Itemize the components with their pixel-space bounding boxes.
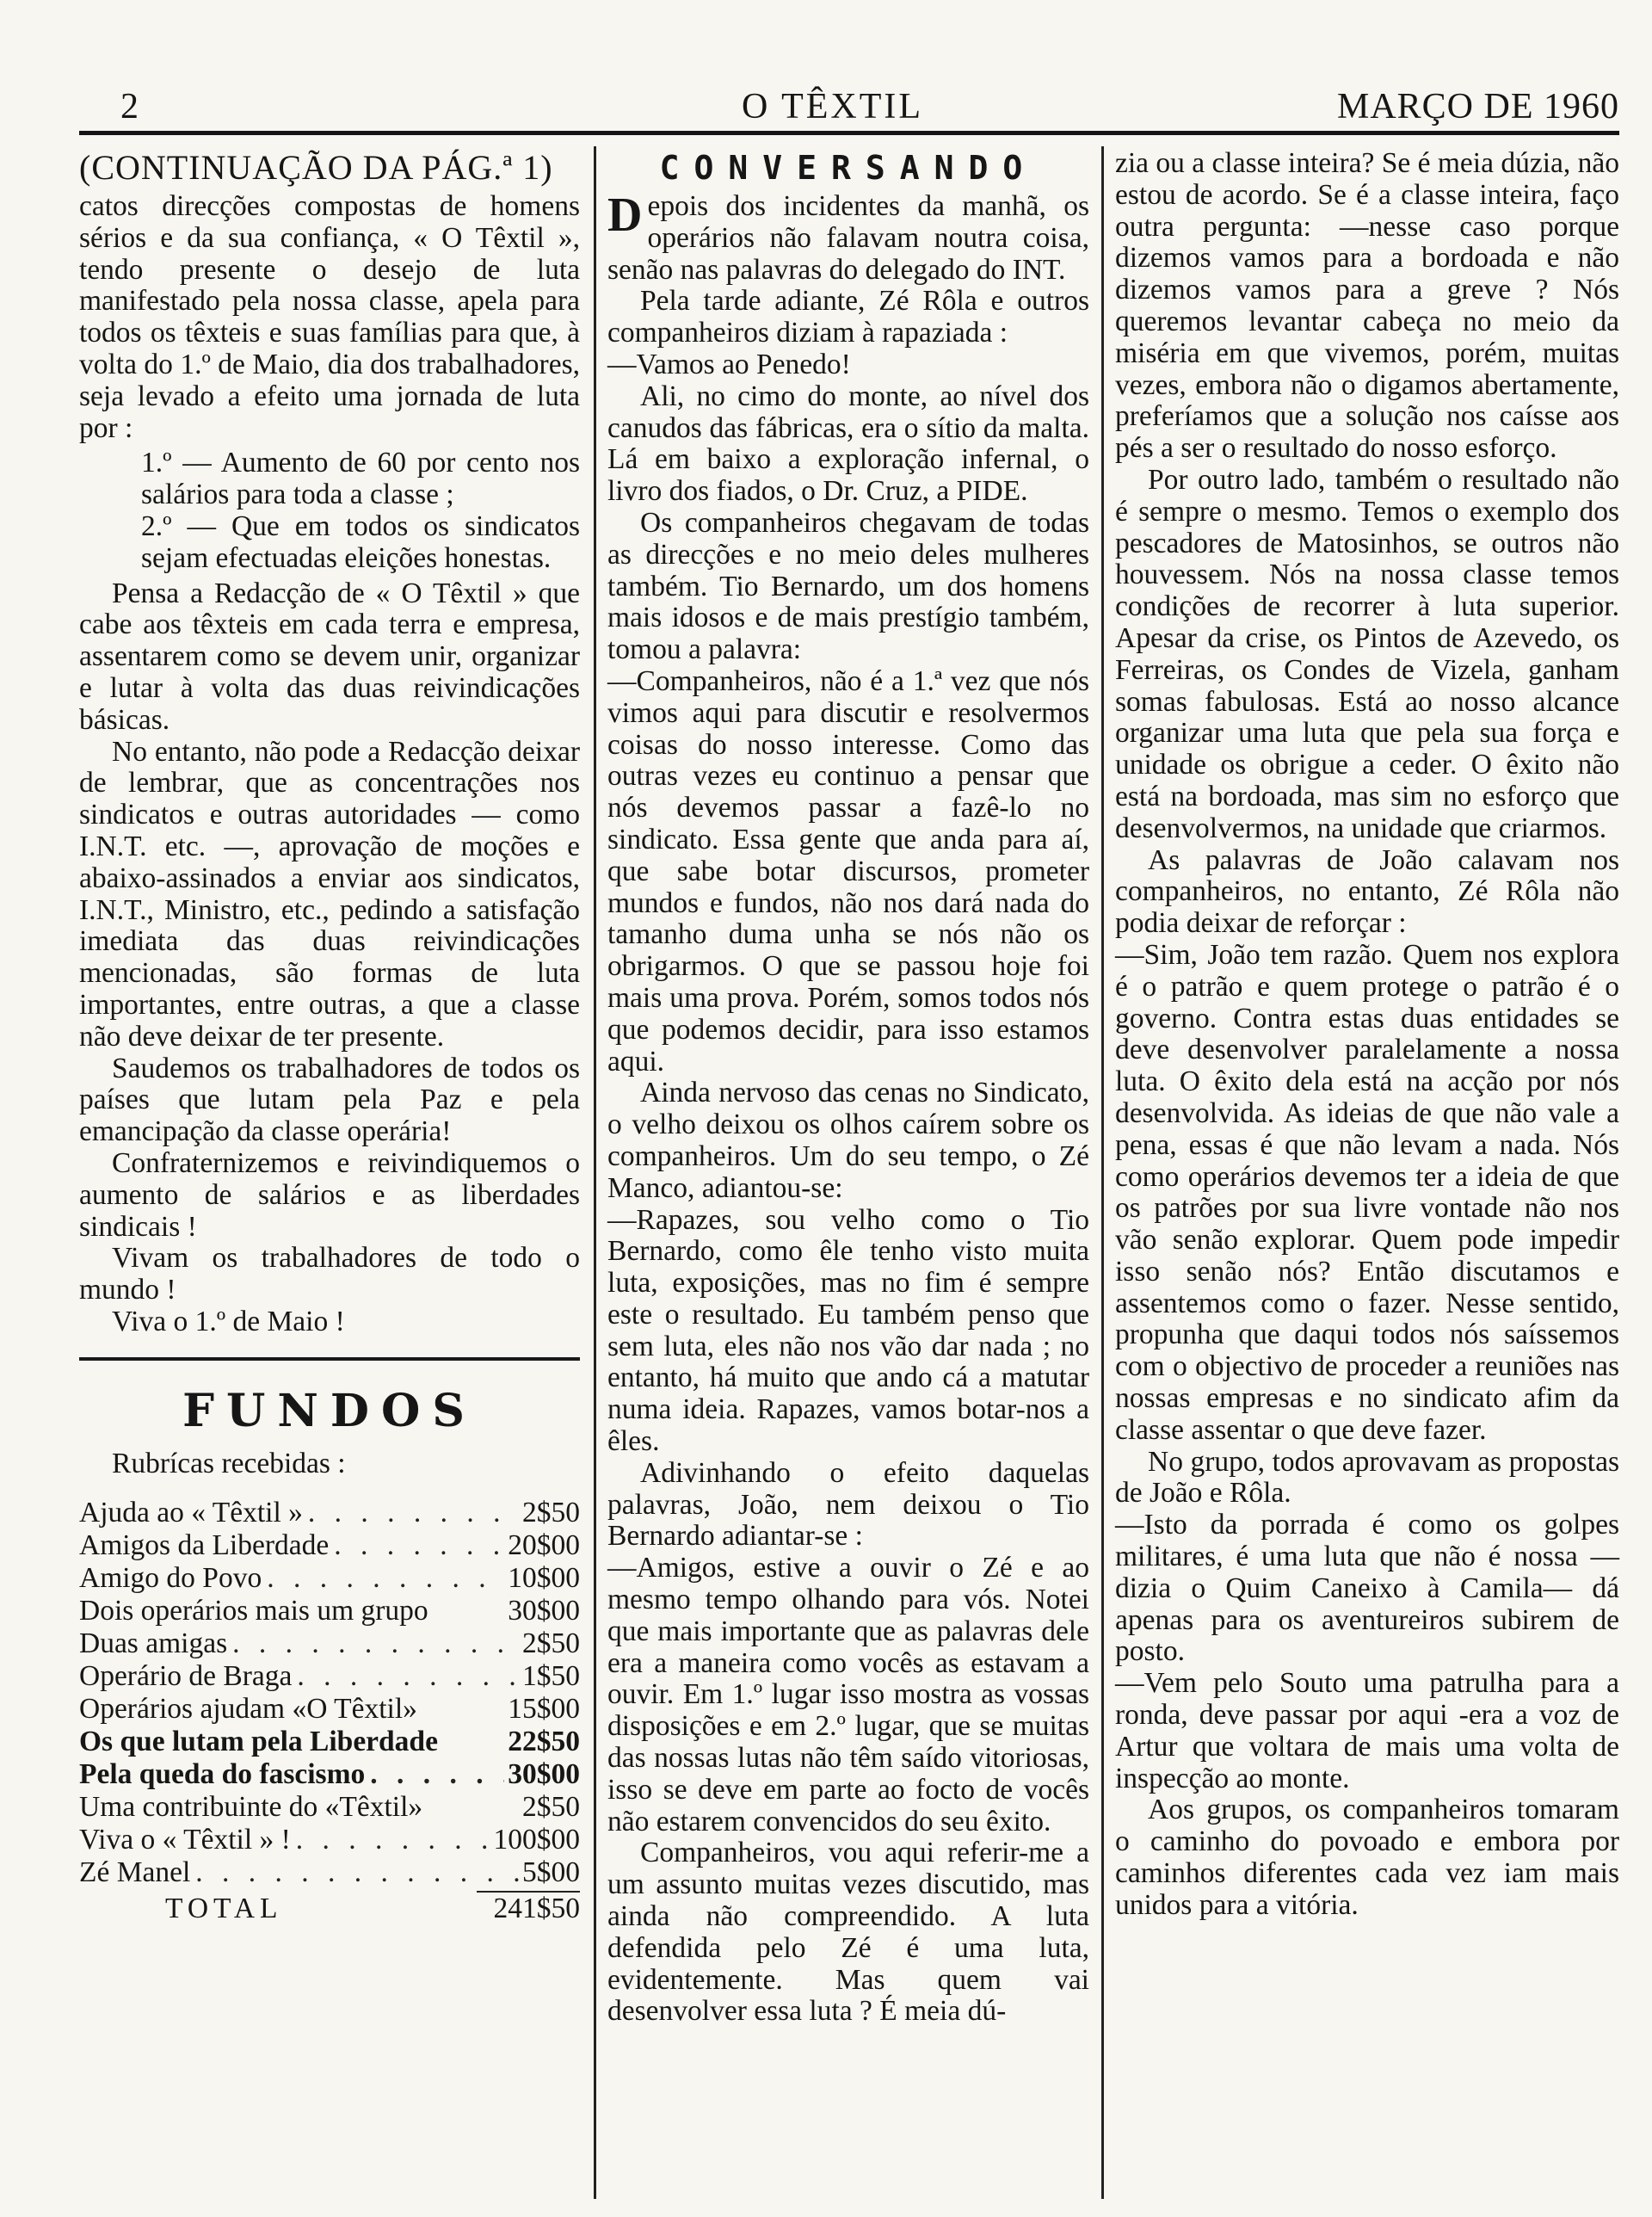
page-header <box>79 86 1619 129</box>
dot-leader <box>291 1824 490 1856</box>
paragraph: Aos grupos, os companheiros tomaram o caminho do povoado e embora por caminhos diferentes cada vez iam mais unidos para a vitória. <box>1115 1794 1619 1921</box>
dot-leader <box>227 1627 519 1660</box>
paragraph: Os companheiros chegavam de todas as direcções e no meio deles mulheres também. Tio Bernardo, um dos homens mais idosos e de mais prestígio também, tomou a palavra: <box>607 506 1089 666</box>
paragraph: Ainda nervoso das cenas no Sindicato, o velho deixou os olhos caírem sobre os companheiros. Um do seu tempo, o Zé Manco, adiantou-se: <box>607 1077 1089 1204</box>
fund-row <box>79 1529 580 1562</box>
paragraph: —Sim, João tem razão. Quem nos explora é o patrão e quem protege o patrão é o governo. Contra estas duas entidades se deve desenvolver paralelamente a nossa luta. O êxito dela está na acção por nós desenvolvida. As ideias de que não vale a pena, essas é que não levam a nada. Nós como operários devemos ter a ideia de que os patrões por sua livre vontade não nos vão senão explorar. Quem pode impedir isso senão nós? Então discutamos e assentemos como o fazer. Nesse sentido, propunha que daqui todos nós saíssemos com o objectivo de proceder a reuniões nas nossas empresas e no sindicato afim da classe assentar o que deve fazer. <box>1115 938 1619 1446</box>
dot-leader <box>303 1497 519 1529</box>
fundos-total <box>79 1891 580 1925</box>
fund-label: Uma contribuinte do «Têxtil» <box>79 1790 423 1823</box>
fund-row <box>79 1693 580 1726</box>
column-rule-1 <box>594 146 596 2199</box>
fund-amount: 5$00 <box>522 1856 580 1888</box>
fund-row <box>79 1791 580 1824</box>
fund-row <box>79 1595 580 1627</box>
paragraph: —Rapazes, sou velho como o Tio Bernardo, como êle tenho visto muita luta, exposições, mas no fim é sempre este o resultado. Eu também penso que sem luta, eles não nos vão dar nada ; no entanto, há muito que ando cá a matutar numa ideia. Rapazes, vamos botar-nos a êles. <box>607 1203 1089 1458</box>
dot-leader <box>365 1758 504 1791</box>
continuation-heading: (CONTINUAÇÃO DA PÁG.ª 1) <box>79 148 553 187</box>
paragraph: —Isto da porrada é como os golpes militares, é uma luta que não é nossa —dizia o Quim Caneixo à Camila— dá apenas para os aventureiros subirem de posto. <box>1115 1509 1619 1668</box>
dot-leader <box>292 1660 519 1693</box>
total-amount: 241$50 <box>477 1891 581 1925</box>
conversando-first-paragraph <box>607 188 1089 286</box>
fund-amount: 100$00 <box>493 1823 580 1856</box>
conversando-title: CONVERSANDO <box>659 149 1038 187</box>
column-rule-2 <box>1101 146 1104 2199</box>
fund-row <box>79 1758 580 1791</box>
fund-label: Amigo do Povo <box>79 1561 262 1594</box>
fund-row <box>79 1726 580 1758</box>
fund-label: Ajuda ao « Têxtil » <box>79 1496 303 1528</box>
paragraph: Confraternizemos e reivindiquemos o aumento de salários e as liberdades sindicais ! <box>79 1146 580 1243</box>
fund-amount: 30$00 <box>508 1757 580 1790</box>
claim-item: 1.º — Aumento de 60 por cento nos salários para toda a classe ; <box>141 447 580 511</box>
continuation-body <box>79 191 580 444</box>
paragraph: catos direcções compostas de homens sérios e da sua confiança, « O Têxtil », tendo presente o desejo de luta manifestado pela nossa classe, apela para todos os têxteis e suas famílias para que, à volta do 1.º de Maio, dia dos trabalhadores, seja levado a efeito uma jornada de luta por : <box>79 190 580 444</box>
total-label: TOTAL <box>165 1892 283 1924</box>
fund-row <box>79 1824 580 1856</box>
fund-label: Amigos da Liberdade <box>79 1528 330 1561</box>
paragraph: Saudemos os trabalhadores de todos os países que lutam pela Paz e pela emancipação da classe operária! <box>79 1052 580 1148</box>
fundos-title: FUNDOS <box>182 1384 477 1437</box>
paragraph: Por outro lado, também o resultado não é sempre o mesmo. Temos o exemplo dos pescadores de Matosinhos, se outros não houvessem. Nós na nossa classe temos condições de recorrer à luta superior. Apesar da crise, os Pintos de Azevedo, os Ferreiras, os Condes de Vizela, ganham somas fabulosas. Está ao nosso alcance organizar uma luta que pela sua força e unidade os obrigue a ceder. O êxito não está na bordoada, mas sim no esforço que desenvolvermos, na unidade que criarmos. <box>1115 463 1619 844</box>
paragraph: Ali, no cimo do monte, ao nível dos canudos das fábricas, era o sítio da malta. Lá em baixo a exploração infernal, o livro dos fiados, o Dr. Cruz, a PIDE. <box>607 380 1089 508</box>
column-continuation <box>79 148 580 1925</box>
paragraph: Pensa a Redacção de « O Têxtil » que cabe aos têxteis em cada terra e empresa, assentarem como se devem unir, organizar e lutar à volta das duas reivindicações básicas. <box>79 577 580 736</box>
fund-label: Operários ajudam «O Têxtil» <box>79 1692 417 1725</box>
dot-leader <box>190 1856 519 1889</box>
paragraph: No grupo, todos aprovavam as propostas de João e Rôla. <box>1115 1445 1619 1510</box>
paragraph: Adivinhando o efeito daquelas palavras, João, nem deixou o Tio Bernardo adiantar-se : <box>607 1456 1089 1553</box>
fund-label: Zé Manel <box>79 1856 191 1888</box>
claim-item: 2.º — Que em todos os sindicatos sejam efectuadas eleições honestas. <box>141 509 580 574</box>
fund-row <box>79 1856 580 1889</box>
continuation-body-2 <box>79 578 580 1338</box>
fund-label: Duas amigas <box>79 1627 228 1659</box>
issue-date: MARÇO DE 1960 <box>1336 87 1619 127</box>
fund-label: Os que lutam pela Liberdade <box>79 1725 438 1757</box>
fundos-subtitle: Rubrícas recebidas : <box>112 1447 346 1479</box>
fund-label: Pela queda do fascismo <box>79 1757 366 1790</box>
page-number: 2 <box>120 87 139 127</box>
fundos-list <box>79 1497 580 1889</box>
fund-amount: 10$00 <box>508 1561 580 1594</box>
drop-cap: D <box>607 188 643 242</box>
fund-row <box>79 1497 580 1529</box>
column-conversando-continued <box>1115 148 1619 1922</box>
fund-amount: 15$00 <box>508 1692 580 1725</box>
fund-amount: 2$50 <box>522 1627 580 1659</box>
paragraph: zia ou a classe inteira? Se é meia dúzia, não estou de acordo. Se é a classe inteira, faço outra pergunta: —nesse caso porque dizemos vamos para a bordoada e não dizemos vamos para a greve ? Nós queremos levantar cabeça no meio da miséria em que vivemos, porém, muitas vezes, embora não o digamos abertamente, preferíamos que a solução nos caísse aos pés a ser o resultado do nosso esforço. <box>1115 147 1619 465</box>
fund-amount: 1$50 <box>522 1659 580 1692</box>
column-conversando <box>607 148 1089 2028</box>
fund-amount: 2$50 <box>522 1496 580 1528</box>
fund-label: Operário de Braga <box>79 1659 293 1692</box>
fund-row <box>79 1562 580 1595</box>
fund-amount: 22$50 <box>508 1725 580 1757</box>
masthead: O TÊXTIL <box>742 87 924 127</box>
fund-row <box>79 1660 580 1693</box>
header-rule <box>79 131 1619 135</box>
conversando-body <box>607 286 1089 2028</box>
paragraph: Pela tarde adiante, Zé Rôla e outros companheiros diziam à rapaziada : <box>607 285 1089 349</box>
paragraph: Vivam os trabalhadores de todo o mundo ! <box>79 1242 580 1306</box>
fund-row <box>79 1627 580 1660</box>
dot-leader <box>329 1529 504 1562</box>
fund-label: Viva o « Têxtil » ! <box>79 1823 291 1856</box>
paragraph: As palavras de João calavam nos companheiros, no entanto, Zé Rôla não podia deixar de reforçar : <box>1115 843 1619 940</box>
paragraph: Companheiros, vou aqui referir-me a um assunto muitas vezes discutido, mas ainda não compreendido. A luta defendida pelo Zé é uma luta, evidentemente. Mas quem vai desenvolver essa luta ? É meia dú- <box>607 1837 1089 2028</box>
first-paragraph-text: epois dos incidentes da manhã, os operários não falavam noutra coisa, senão nas palavras do delegado do INT. <box>607 190 1089 286</box>
paragraph: Viva o 1.º de Maio ! <box>112 1305 345 1337</box>
paragraph: No entanto, não pode a Redacção deixar de lembrar, que as concentrações nos sindicatos e outras autoridades — como I.N.T. etc. —, aprovação de moções e abaixo-assinados a enviar aos sindicatos, I.N.T., Ministro, etc., pedindo a satisfação imediata das duas reivindicações mencionadas, são formas de luta importantes, entre outras, a que a classe não deve deixar de ter presente. <box>79 735 580 1053</box>
claims-list <box>79 448 580 574</box>
fund-amount: 30$00 <box>508 1594 580 1627</box>
paragraph: —Vem pelo Souto uma patrulha para a ronda, deve passar por aqui -era a voz de Artur que voltara de mais uma volta de inspecção ao monte. <box>1115 1667 1619 1794</box>
dot-leader <box>262 1562 504 1595</box>
conversando-body-continued <box>1115 148 1619 1922</box>
fund-amount: 2$50 <box>522 1790 580 1823</box>
paragraph: —Companheiros, não é a 1.ª vez que nós vimos aqui para discutir e resolvermos coisas do nosso interesse. Como das outras vezes eu continuo a pensar que nós devemos passar a fazê-lo no sindicato. Essa gente que anda para aí, que sabe botar discursos, prometer mundos e fundos, não nos dará nada do tamanho duma unha se nós não os obrigarmos. O que se passou hoje foi mais uma prova. Porém, somos todos nós que podemos decidir, para isso estamos aqui. <box>607 664 1089 1078</box>
fund-amount: 20$00 <box>508 1528 580 1561</box>
section-divider <box>79 1357 580 1361</box>
paragraph: —Amigos, estive a ouvir o Zé e ao mesmo tempo olhando para vós. Notei que mais importante que as palavras dele era a maneira como vocês as estavam a ouvir. Em 1.º lugar isso mostra as vossas disposições e em 2.º lugar, que se muitas das nossas lutas não têm saído vitoriosas, isso se deve em parte ao focto de vocês não estarem convencidos do seu êxito. <box>607 1552 1089 1837</box>
paragraph: —Vamos ao Penedo! <box>607 348 851 380</box>
fund-label: Dois operários mais um grupo <box>79 1594 428 1627</box>
